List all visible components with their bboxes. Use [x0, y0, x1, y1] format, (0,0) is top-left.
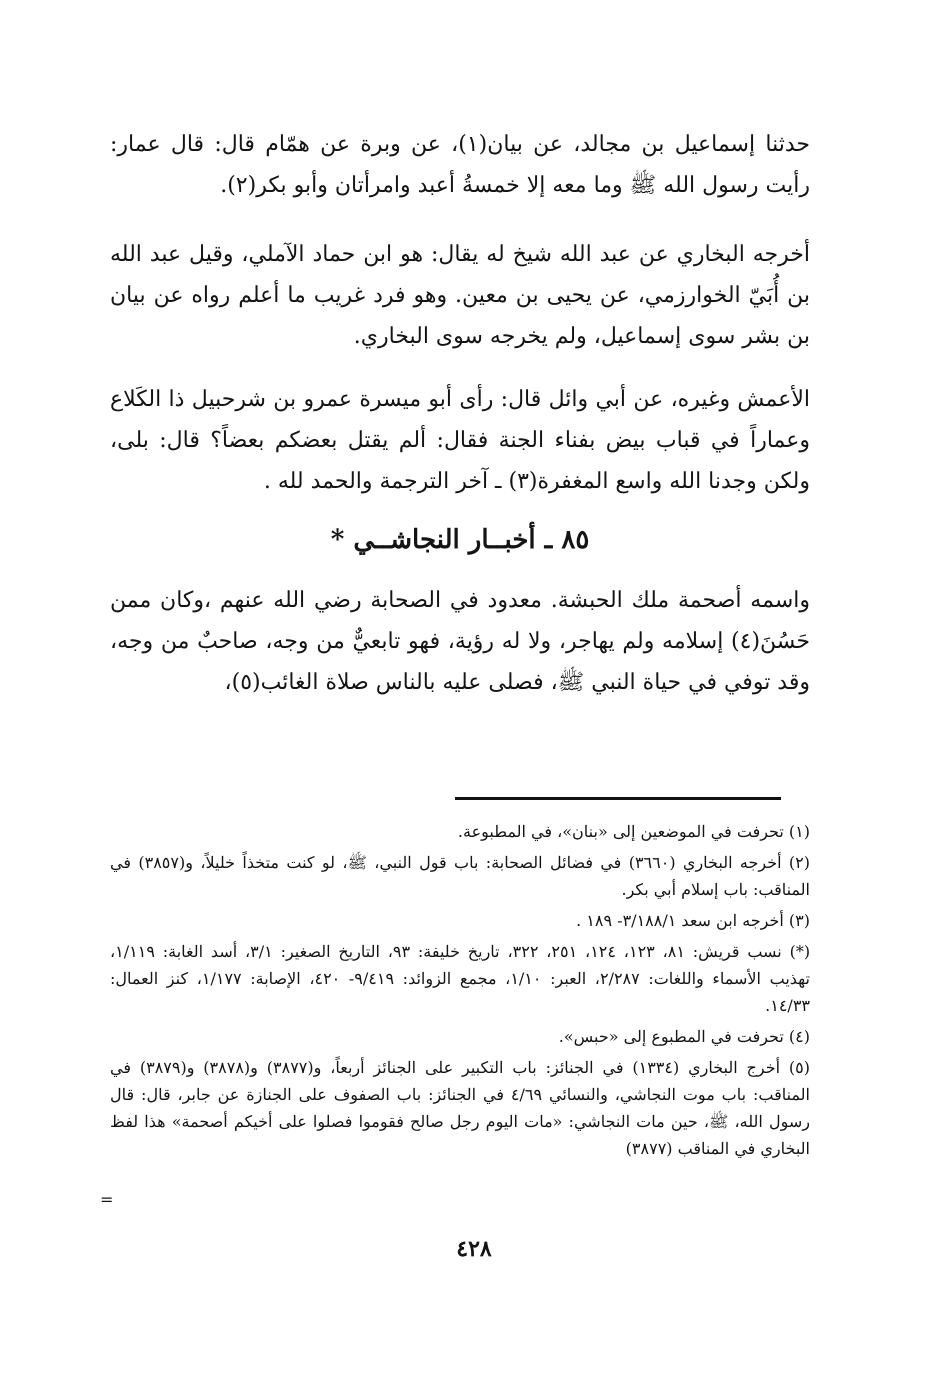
continuation-mark: = — [100, 1190, 114, 1209]
footnote: (٥) أخرج البخاري (١٣٣٤) في الجنائز: باب التكبير على الجنائز أربعاً، و(٣٨٧٧) و(٣٨٧٨) و(٣٨٧٩) في المناقب: باب موت النجاشي، والنسائي ٤/٦٩ في الجنائز: باب الصفوف على الجنازة عن جابر، قال: قال رسول الله، ﷺ، حين مات النجاشي: «مات اليوم رجل صالح فقوموا فصلوا على أخيكم أصحمة» هذا لفظ البخاري في المناقب (٣٨٧٧) — [110, 1058, 811, 1158]
footnote: (٣) أخرجه ابن سعد ٣/١٨٨/١- ١٨٩ . — [576, 911, 810, 930]
paragraph-commentary: أخرجه البخاري عن عبد الله شيخ له يقال: هو ابن حماد الآملي، وقيل عبد الله بن أُبَيّ الخوارزمي، عن يحيى بن معين. وهو فرد غريب ما أعلم رواه عن بيان بن بشر سوى إسماعيل، ولم يخرجه سوى البخاري. — [110, 242, 810, 349]
footnote: (١) تحرفت في الموضعين إلى «بنان»، في المطبوعة. — [457, 822, 810, 841]
main-text — [110, 124, 810, 703]
section-heading: ٨٥ ـ أخبــار النجاشــي * — [330, 525, 590, 555]
footnote: (*) نسب قريش: ٨١، ١٢٣، ١٢٤، ٢٥١، ٣٢٢، تاريخ خليفة: ٩٣، التاريخ الصغير: ٣/١، أسد الغابة: ١/١١٩، تهذيب الأسماء واللغات: ٢/٢٨٧، العبر: ١/١٠، مجمع الزوائد: ٩/٤١٩- ٤٢٠، الإصابة: ١/١٧٧، كنز العمال: ١٤/٣٣. — [110, 942, 811, 1015]
paragraph-najashi: واسمه أصحمة ملك الحبشة. معدود في الصحابة رضي الله عنهم ،وكان ممن حَسُنَ(٤) إسلامه ولم يهاجر، ولا له رؤية، فهو تابعيٌّ من وجه، صاحبٌ من وجه، وقد توفي في حياة النبي ﷺ، فصلى عليه بالناس صلاة الغائب(٥)، — [110, 588, 810, 695]
page-number: ٤٢٨ — [456, 1236, 492, 1262]
footnotes — [110, 818, 810, 1166]
footnote-divider — [455, 797, 781, 800]
paragraph-hadith: حدثنا إسماعيل بن مجالد، عن بيان(١)، عن وبرة عن همّام قال: قال عمار: رأيت رسول الله ﷺ وما معه إلا خمسةُ أعبد وامرأتان وأبو بكر(٢). — [110, 132, 810, 198]
footnote: (٢) أخرجه البخاري (٣٦٦٠) في فضائل الصحابة: باب قول النبي، ﷺ، لو كنت متخذاً خليلاً، و(٣٨٥٧) في المناقب: باب إسلام أبي بكر. — [110, 853, 810, 899]
footnote: (٤) تحرفت في المطبوع إلى «حبس». — [558, 1027, 810, 1046]
paragraph-amash: الأعمش وغيره، عن أبي وائل قال: رأى أبو ميسرة عمرو بن شرحبيل ذا الكَلاع وعماراً في قباب بيض بفناء الجنة فقال: ألم يقتل بعضكم بعضاً؟ قال: بلى، ولكن وجدنا الله واسع المغفرة(٣) ـ آخر الترجمة والحمد لله . — [110, 387, 810, 494]
